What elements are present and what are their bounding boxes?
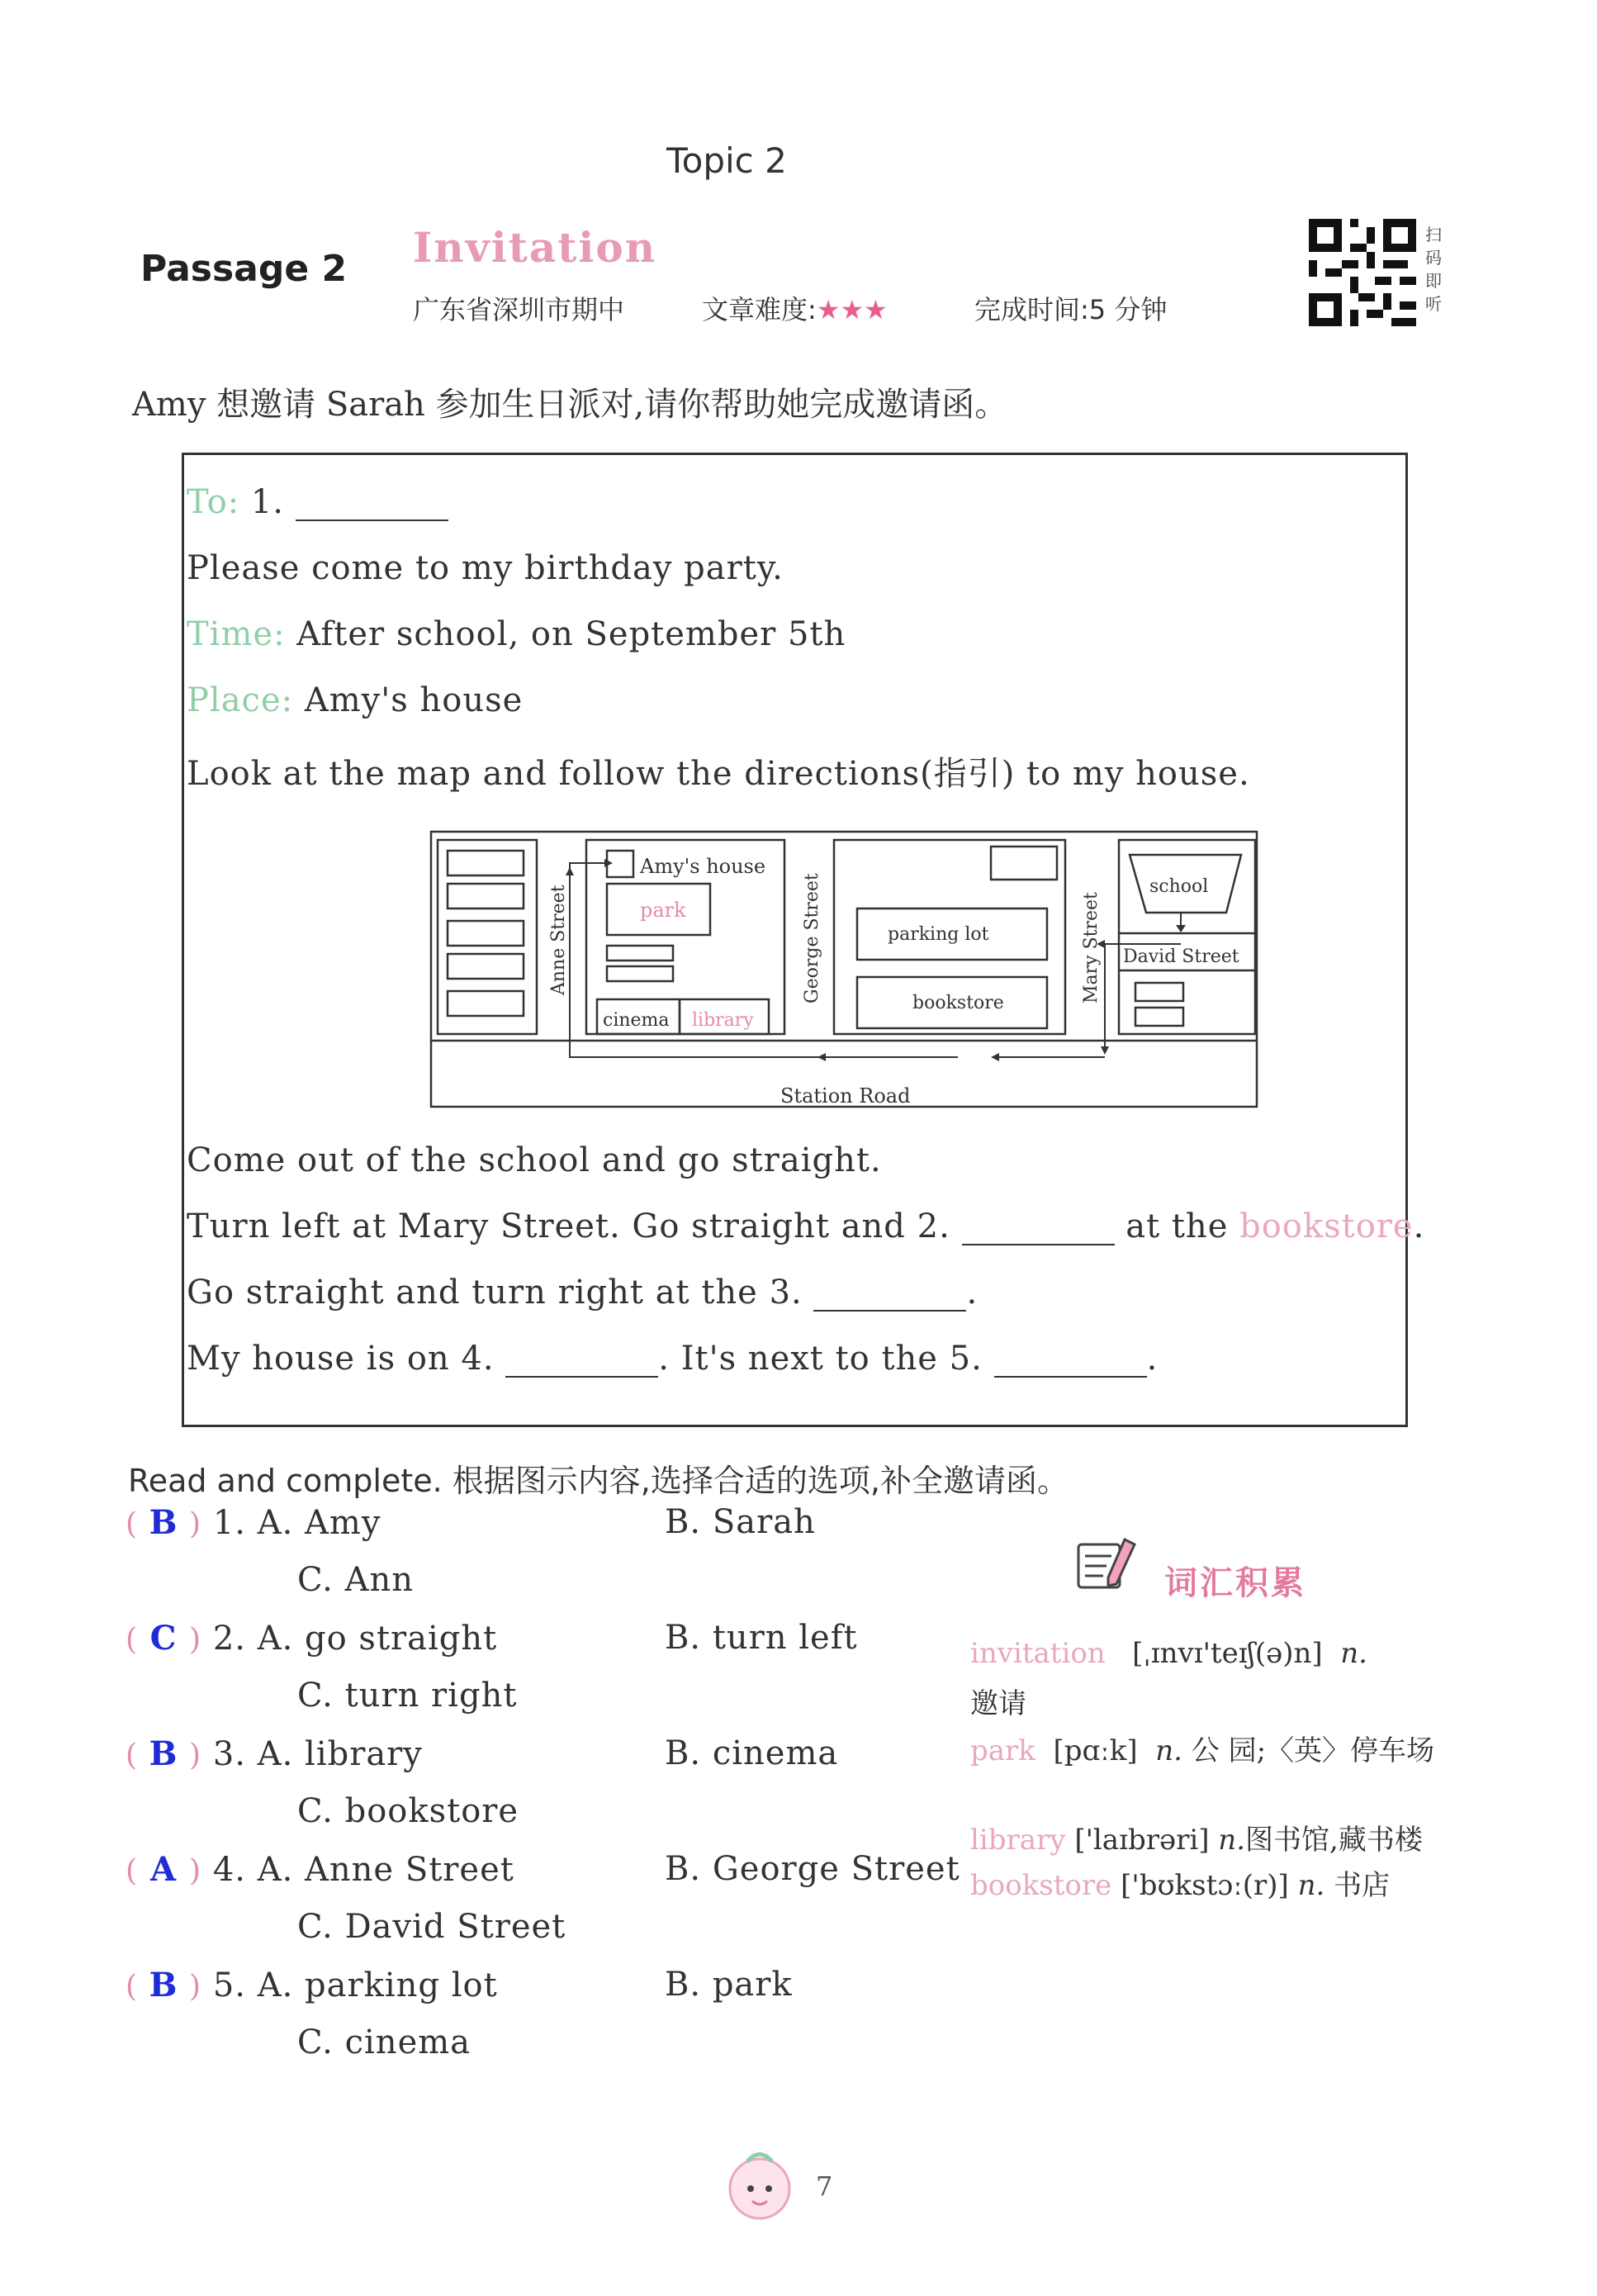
answer-1[interactable]: B — [149, 1503, 178, 1542]
time-label: Time: — [187, 615, 286, 653]
mascot-icon — [723, 2143, 797, 2226]
question-5: ( B ) 5. A. parking lot — [126, 1966, 498, 2004]
vocab-item-bookstore — [970, 1862, 1390, 1903]
question-number: 5. — [212, 1966, 246, 2004]
turn-line — [187, 1207, 1424, 1245]
option-a: A. Anne Street — [257, 1851, 514, 1889]
question-1: ( B ) 1. A. Amy — [126, 1503, 381, 1542]
vocab-meaning: 邀请 — [970, 1687, 1026, 1720]
to-number: 1. — [250, 483, 285, 521]
intro-text: Amy 想邀请 Sarah 参加生日派对,请你帮助她完成邀请函。 — [132, 386, 1008, 424]
passage-title: Invitation — [413, 223, 657, 272]
option-a: A. parking lot — [257, 1966, 498, 2004]
question-3-option-b: B. cinema — [665, 1734, 839, 1772]
map-label-bookstore: bookstore — [912, 993, 1004, 1013]
question-4: ( A ) 4. A. Anne Street — [126, 1850, 514, 1889]
look-line: Look at the map and follow the directions(指引) to my house. — [187, 755, 1250, 793]
blank-3[interactable] — [813, 1277, 966, 1312]
goright-period: . — [966, 1274, 979, 1312]
passage-heading: Passage 2 — [140, 248, 348, 290]
option-a: A. go straight — [257, 1620, 498, 1658]
question-3-option-c: C. bookstore — [297, 1792, 519, 1830]
turn-bookstore: bookstore — [1239, 1207, 1414, 1245]
blank-1[interactable] — [296, 486, 448, 521]
vocab-word: park — [970, 1734, 1035, 1767]
vocab-phonetic: [ˌɪnvɪ'teɪʃ(ə)n] — [1132, 1637, 1323, 1670]
vocab-item-invitation — [970, 1637, 1367, 1670]
to-label: To: — [187, 483, 240, 521]
notebook-pencil-icon — [1073, 1536, 1140, 1594]
blank-5[interactable] — [994, 1343, 1147, 1378]
page-number: 7 — [816, 2170, 833, 2202]
place-label: Place: — [187, 681, 294, 719]
time-label: 完成时间:5 分钟 — [974, 294, 1168, 325]
vocab-phonetic: [pɑːk] — [1053, 1734, 1138, 1767]
goright-text: Go straight and turn right at the 3. — [187, 1274, 803, 1312]
vocab-title: 词汇积累 — [1164, 1564, 1306, 1602]
place-line — [187, 681, 523, 719]
come-line: Come out of the school and go straight. — [187, 1141, 882, 1179]
question-number: 4. — [212, 1851, 246, 1889]
vocab-item-library — [970, 1817, 1423, 1857]
vocab-phonetic: ['laɪbrəri] — [1074, 1824, 1210, 1857]
question-3: ( B ) 3. A. library — [126, 1734, 423, 1773]
to-line — [187, 483, 448, 521]
qr-caption-char: 即 — [1425, 271, 1442, 291]
goright-line — [187, 1274, 978, 1312]
map-label-anne-street: Anne Street — [548, 885, 569, 995]
turn-at: at the — [1125, 1207, 1229, 1245]
source-label: 广东省深圳市期中 — [413, 294, 625, 325]
vocab-word: bookstore — [970, 1869, 1112, 1902]
map-label-cinema: cinema — [603, 1010, 670, 1031]
blank-4[interactable] — [505, 1343, 658, 1378]
street-map — [429, 830, 1263, 1111]
answer-3[interactable]: B — [149, 1734, 178, 1773]
time-value: After school, on September 5th — [296, 615, 846, 653]
map-label-george-street: George Street — [802, 873, 822, 1003]
option-a: A. Amy — [257, 1504, 381, 1542]
qr-caption — [1422, 223, 1445, 315]
place-value: Amy's house — [304, 681, 524, 719]
answer-5[interactable]: B — [149, 1966, 178, 2004]
myhouse-period: . — [1146, 1340, 1159, 1378]
difficulty-label: 文章难度: — [702, 294, 817, 325]
map-label-station-road: Station Road — [780, 1084, 911, 1108]
question-number: 3. — [212, 1735, 246, 1773]
answer-4[interactable]: A — [150, 1850, 178, 1889]
time-line — [187, 615, 846, 653]
myhouse-next: . It's next to the 5. — [658, 1340, 983, 1378]
vocab-meaning: 公 园;〈英〉停车场 — [1191, 1734, 1435, 1767]
turn-period: . — [1413, 1207, 1425, 1245]
answer-2[interactable]: C — [149, 1619, 178, 1658]
vocab-pos: n. — [1155, 1734, 1182, 1767]
vocab-word: library — [970, 1824, 1066, 1857]
please-line: Please come to my birthday party. — [187, 549, 784, 587]
question-number: 2. — [212, 1620, 246, 1658]
qr-caption-char: 码 — [1425, 248, 1442, 268]
map-label-david-street: David Street — [1123, 946, 1239, 967]
vocab-meaning: 书店 — [1334, 1869, 1391, 1902]
difficulty-stars: ★★★ — [816, 294, 888, 325]
question-5-option-b: B. park — [665, 1966, 793, 2004]
map-label-mary-street: Mary Street — [1081, 892, 1102, 1003]
question-5-option-c: C. cinema — [297, 2023, 472, 2061]
difficulty — [702, 289, 888, 327]
blank-2[interactable] — [962, 1211, 1115, 1245]
question-4-option-c: C. David Street — [297, 1908, 566, 1946]
vocab-pos: n. — [1340, 1637, 1367, 1670]
question-2: ( C ) 2. A. go straight — [126, 1619, 498, 1658]
topic-heading: Topic 2 — [666, 140, 787, 181]
qr-caption-char: 听 — [1425, 294, 1442, 314]
vocab-phonetic: ['bʊkstɔː(r)] — [1121, 1869, 1289, 1902]
question-2-option-c: C. turn right — [297, 1677, 518, 1715]
option-a: A. library — [257, 1735, 423, 1773]
instruction: Read and complete. 根据图示内容,选择合适的选项,补全邀请函。 — [128, 1463, 1069, 1499]
vocab-meaning: 图书馆,藏书楼 — [1245, 1824, 1423, 1857]
question-1-option-c: C. Ann — [297, 1561, 415, 1599]
myhouse-line — [187, 1340, 1158, 1378]
qr-caption-char: 扫 — [1425, 225, 1442, 244]
question-4-option-b: B. George Street — [665, 1850, 960, 1888]
map-label-park: park — [640, 899, 686, 922]
myhouse-text: My house is on 4. — [187, 1340, 495, 1378]
vocab-item-park — [970, 1728, 1434, 1768]
turn-text: Turn left at Mary Street. Go straight and 2. — [187, 1207, 950, 1245]
question-1-option-b: B. Sarah — [665, 1503, 816, 1541]
map-label-parking-lot: parking lot — [888, 924, 989, 945]
vocab-pos: n. — [1297, 1869, 1325, 1902]
map-label-school: school — [1149, 876, 1209, 897]
vocab-word: invitation — [970, 1637, 1106, 1670]
map-label-amys-house: Amy's house — [640, 855, 766, 878]
question-number: 1. — [212, 1504, 246, 1542]
question-2-option-b: B. turn left — [665, 1619, 858, 1657]
map-label-library: library — [692, 1010, 754, 1031]
qr-code-icon[interactable] — [1309, 219, 1416, 326]
vocab-pos: n. — [1218, 1824, 1246, 1857]
